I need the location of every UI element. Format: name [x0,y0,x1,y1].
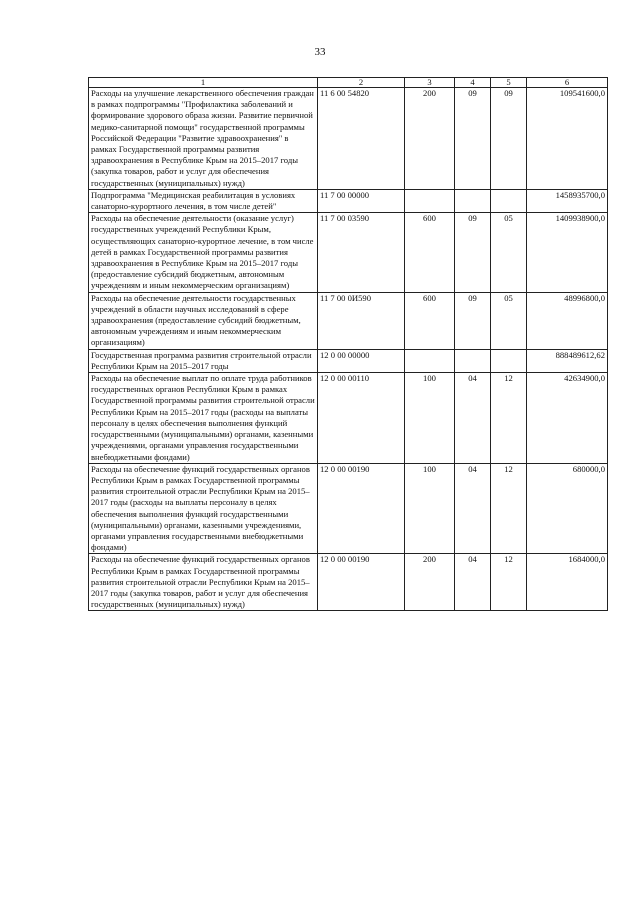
subsection-code: 05 [491,292,527,349]
subsection-code [491,349,527,372]
subsection-code: 05 [491,213,527,292]
column-header: 5 [491,78,527,88]
section-code [455,189,491,212]
row-description: Расходы на обеспечение деятельности государственных учреждений в области научных исследований в сфере здравоохранения (предоставление субсидий бюджетным, автономным учреждениям и иным некоммерческим организациям) [89,292,318,349]
column-header: 2 [318,78,405,88]
column-header: 3 [405,78,455,88]
table-row [89,189,608,212]
target-code: 12 0 00 00110 [318,373,405,464]
row-description: Расходы на обеспечение выплат по оплате труда работников государственных органов Республики Крым в рамках Государственной программы развития строительной отрасли Республики Крым на 2015–2017 годы (расходы на выплаты персоналу в целях обеспечения выполнения функций государственными (муниципальными) органами, казенными учреждениями, органами управления государственными внебюджетными фондами) [89,373,318,464]
target-code: 11 6 00 54820 [318,88,405,190]
row-description: Расходы на обеспечение функций государственных органов Республики Крым в рамках Государственной программы развития строительной отрасли Республики Крым на 2015–2017 годы (расходы на выплаты персоналу в целях обеспечения выполнения функций государственными (муниципальными) органами, казенными учреждениями, органами управления государственными внебюджетными фондами) [89,463,318,554]
section-code: 04 [455,373,491,464]
amount: 1458935700,0 [527,189,608,212]
column-header: 6 [527,78,608,88]
amount: 1684000,0 [527,554,608,611]
row-description: Расходы на улучшение лекарственного обеспечения граждан в рамках подпрограммы "Профилактика заболеваний и формирование здорового образа жизни. Развитие первичной медико-санитарной помощи" государственной программы Российской Федерации "Развитие здравоохранения" в рамках Государственной программы развития здравоохранения в Республике Крым на 2015–2017 годы (закупка товаров, работ и услуг для обеспечения государственных (муниципальных) нужд) [89,88,318,190]
subsection-code: 12 [491,373,527,464]
page-number: 33 [314,46,326,58]
column-header: 4 [455,78,491,88]
expense-type [405,349,455,372]
expense-type: 600 [405,292,455,349]
amount: 109541600,0 [527,88,608,190]
table-row [89,463,608,554]
amount: 48996800,0 [527,292,608,349]
subsection-code [491,189,527,212]
subsection-code: 09 [491,88,527,190]
section-code [455,349,491,372]
table-row [89,373,608,464]
table-row [89,213,608,292]
amount: 680000,0 [527,463,608,554]
amount: 1409938900,0 [527,213,608,292]
row-description: Подпрограмма "Медицинская реабилитация в условиях санаторно-курортного лечения, в том числе детей" [89,189,318,212]
column-header: 1 [89,78,318,88]
expense-type: 100 [405,463,455,554]
row-description: Расходы на обеспечение функций государственных органов Республики Крым в рамках Государственной программы развития строительной отрасли Республики Крым на 2015–2017 годы (закупка товаров, работ и услуг для обеспечения государственных (муниципальных) нужд) [89,554,318,611]
header-row [89,78,608,88]
expense-type: 200 [405,554,455,611]
target-code: 12 0 00 00190 [318,554,405,611]
row-description: Государственная программа развития строительной отрасли Республики Крым на 2015–2017 годы [89,349,318,372]
section-code: 09 [455,213,491,292]
subsection-code: 12 [491,554,527,611]
subsection-code: 12 [491,463,527,554]
budget-table [88,77,608,611]
amount: 42634900,0 [527,373,608,464]
expense-type: 100 [405,373,455,464]
target-code: 11 7 00 03590 [318,213,405,292]
amount: 888489612,62 [527,349,608,372]
row-description: Расходы на обеспечение деятельности (оказание услуг) государственных учреждений Республики Крым, осуществляющих санаторно-курортное лечение, в том числе детей в рамках Государственной программы развития здравоохранения в Республике Крым на 2015–2017 годы (предоставление субсидий бюджетным, автономным учреждениям и иным некоммерческим организациям) [89,213,318,292]
table-row [89,349,608,372]
table-row [89,292,608,349]
expense-type: 600 [405,213,455,292]
target-code: 12 0 00 00190 [318,463,405,554]
target-code: 11 7 00 0И590 [318,292,405,349]
expense-type: 200 [405,88,455,190]
section-code: 09 [455,88,491,190]
section-code: 04 [455,463,491,554]
target-code: 11 7 00 00000 [318,189,405,212]
table-row [89,554,608,611]
table-row [89,88,608,190]
section-code: 09 [455,292,491,349]
section-code: 04 [455,554,491,611]
expense-type [405,189,455,212]
target-code: 12 0 00 00000 [318,349,405,372]
